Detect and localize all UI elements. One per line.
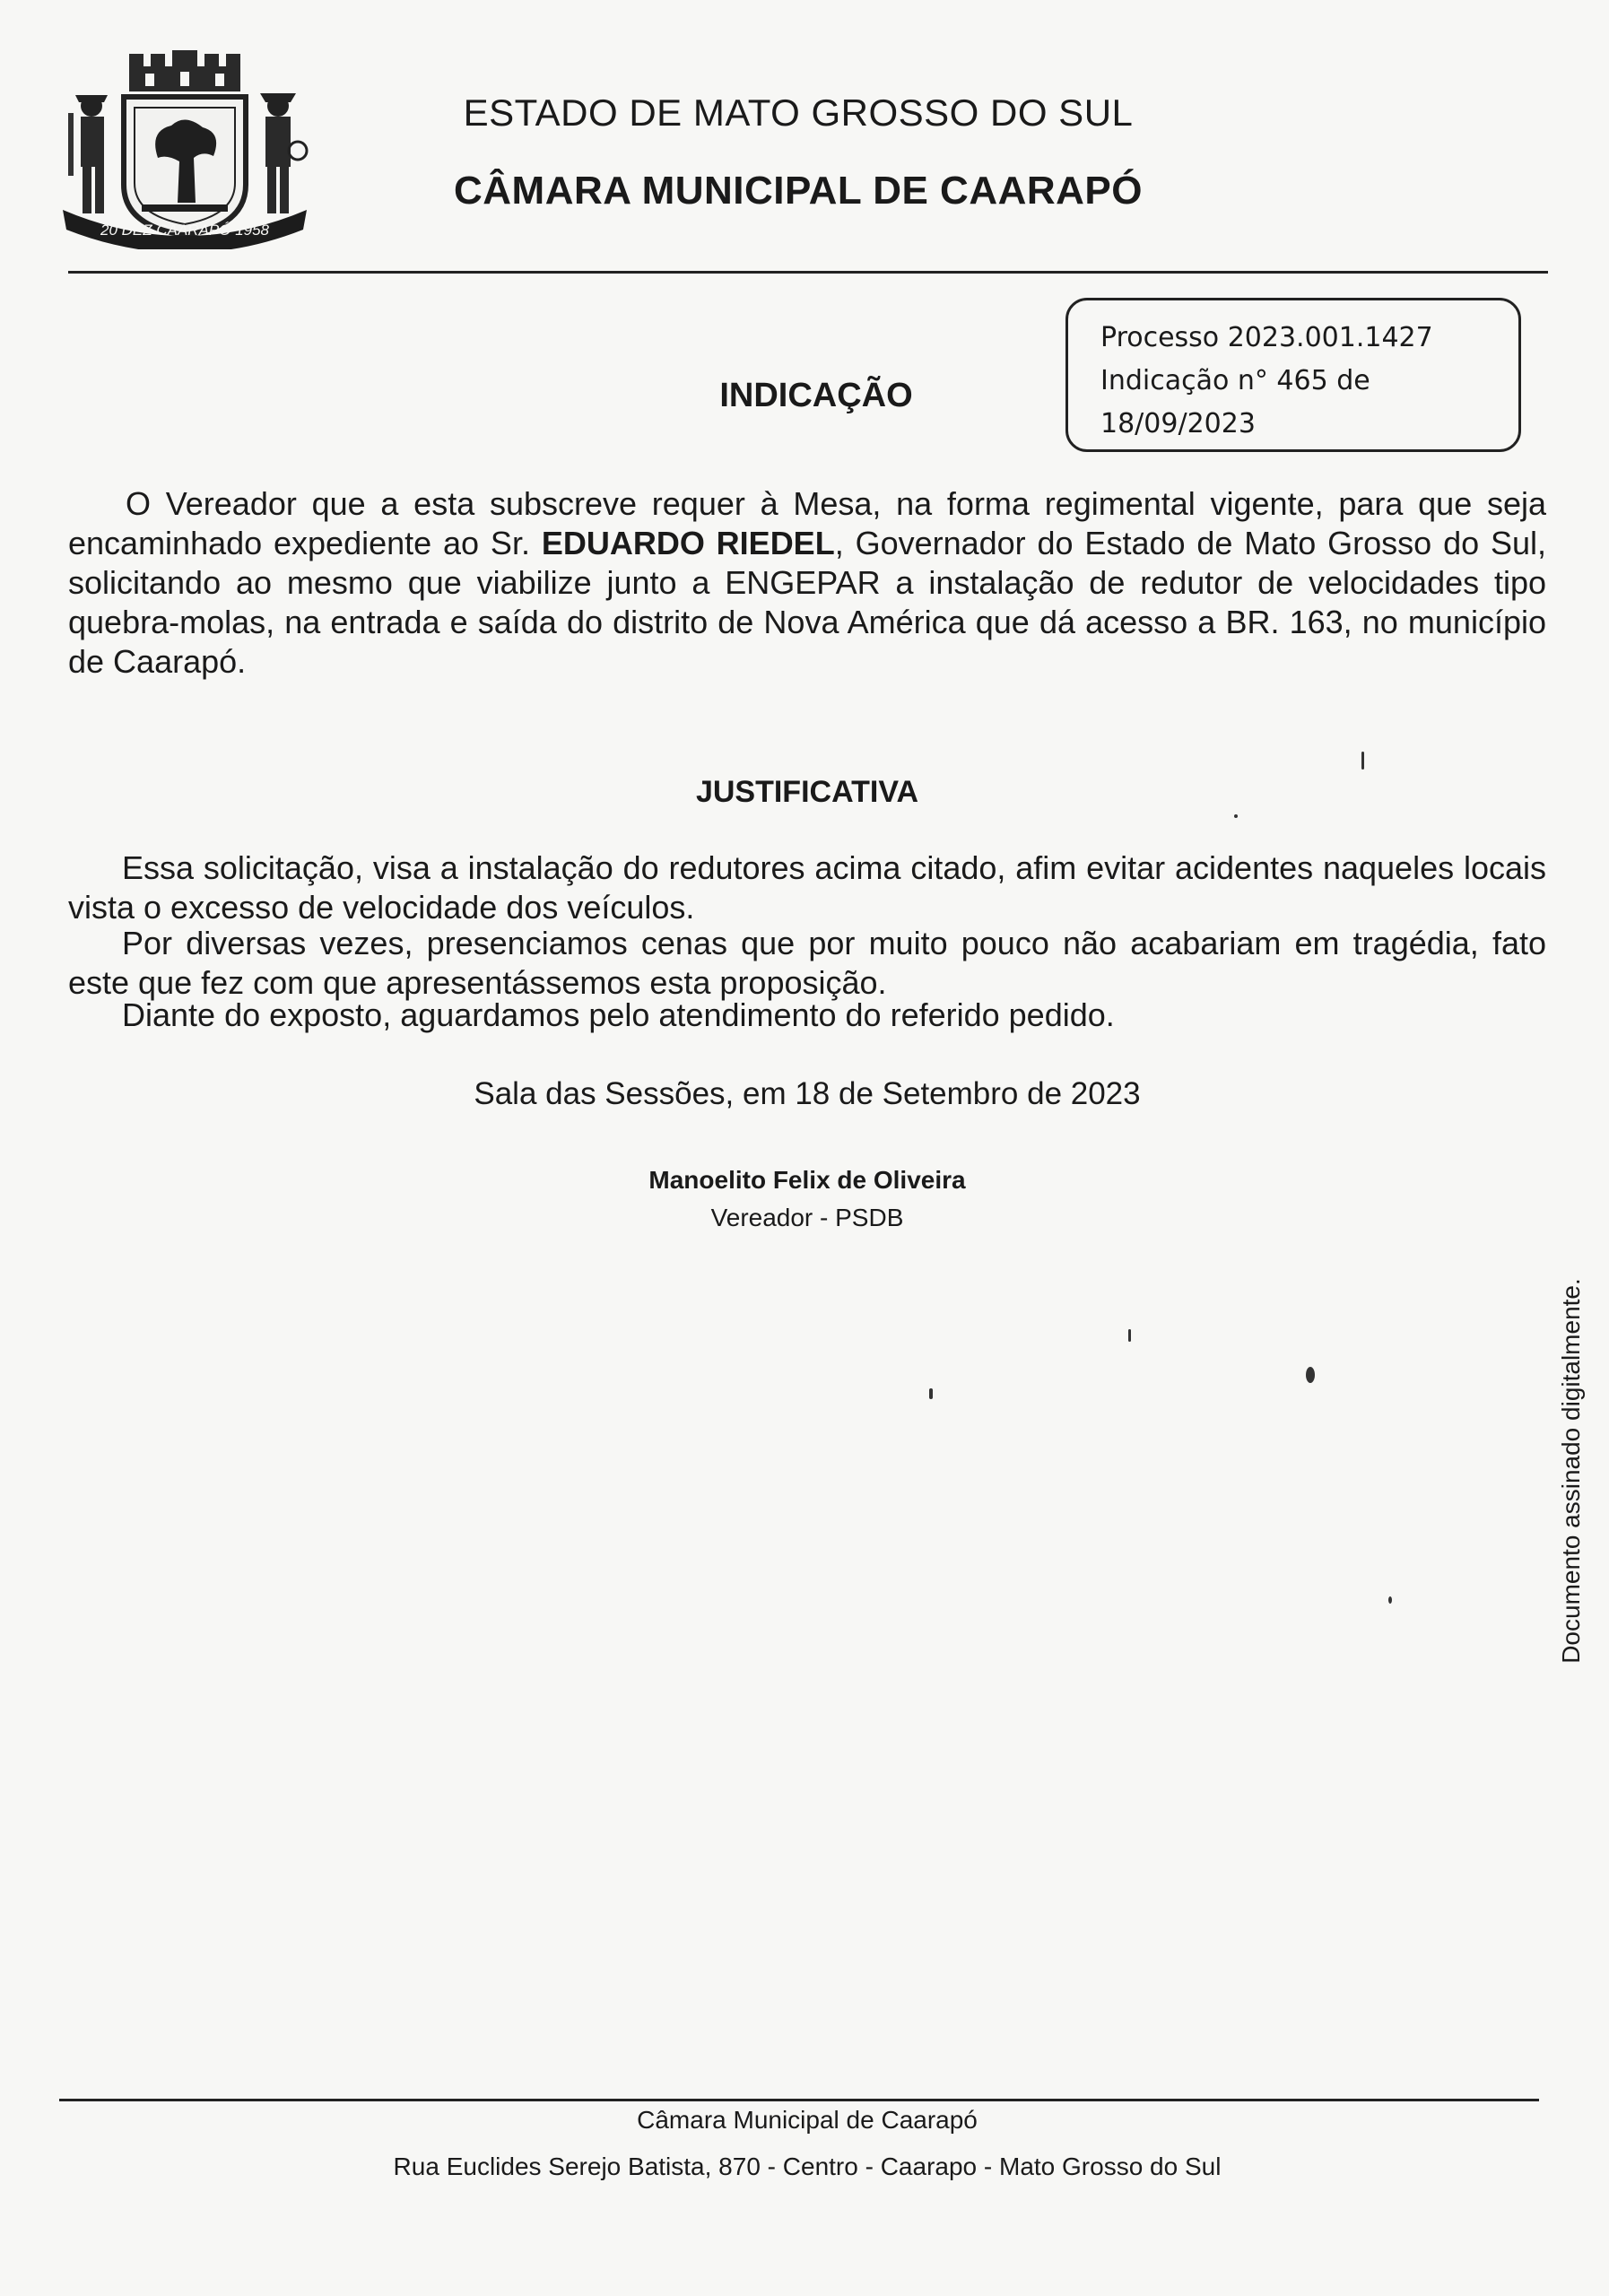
indication-number: Indicação n° 465 de bbox=[1100, 365, 1370, 396]
signer-role: Vereador - PSDB bbox=[710, 1204, 904, 1231]
justification-paragraph-2: Por diversas vezes, presenciamos cenas que por muito pouco não acabariam em tragédia, fato este que fez com que apresentássemos esta proposição. bbox=[68, 925, 1546, 1001]
session-date-line: Sala das Sessões, em 18 de Setembro de 2023 bbox=[474, 1076, 1141, 1111]
scan-speck bbox=[1128, 1329, 1131, 1342]
footer-divider bbox=[59, 2099, 1539, 2101]
footer-institution-name: Câmara Municipal de Caarapó bbox=[637, 2106, 978, 2134]
intro-text-before: O Vereador que a esta subscreve requer à Mesa, na forma regimental vigente, para que seja encaminhado expediente ao Sr. bbox=[68, 485, 1546, 561]
council-heading: CÂMARA MUNICIPAL DE CAARAPÓ bbox=[453, 169, 1143, 213]
footer-address: Rua Euclides Serejo Batista, 870 - Centro - Caarapo - Mato Grosso do Sul bbox=[393, 2152, 1222, 2180]
scan-speck bbox=[1361, 752, 1364, 770]
intro-paragraph bbox=[68, 484, 1546, 682]
process-number: Processo 2023.001.1427 bbox=[1100, 322, 1433, 353]
scan-speck bbox=[1306, 1367, 1315, 1383]
municipal-crest-logo bbox=[59, 50, 310, 249]
digital-signature-text: Documento assinado digitalmente. bbox=[1557, 1278, 1585, 1664]
document-title: INDICAÇÃO bbox=[719, 377, 913, 414]
scan-speck bbox=[929, 1388, 933, 1399]
justification-heading: JUSTIFICATIVA bbox=[695, 775, 919, 809]
process-stamp-box bbox=[1065, 298, 1521, 452]
intro-text-after: , Governador do Estado de Mato Grosso do Sul, solicitando ao mesmo que viabilize junto a ENGEPAR a instalação de redutor de velocidades tipo quebra-molas, na entrada e saída do distrito de Nova América que dá acesso a BR. 163, no município de Caarapó. bbox=[68, 525, 1547, 680]
indication-date: 18/09/2023 bbox=[1100, 408, 1256, 439]
crest-ribbon-text: 20 DEZ CAARAPÓ 1958 bbox=[100, 222, 270, 239]
scan-speck bbox=[1388, 1596, 1392, 1604]
signer-name: Manoelito Felix de Oliveira bbox=[648, 1166, 966, 1194]
justification-paragraph-1: Essa solicitação, visa a instalação do redutores acima citado, afim evitar acidentes naqueles locais vista o excesso de velocidade dos veículos. bbox=[68, 849, 1546, 926]
scan-speck bbox=[1234, 814, 1238, 818]
justification-paragraph-3: Diante do exposto, aguardamos pelo atendimento do referido pedido. bbox=[122, 996, 1115, 1033]
governor-name: EDUARDO RIEDEL bbox=[541, 525, 835, 561]
header-divider bbox=[68, 271, 1548, 274]
state-heading: ESTADO DE MATO GROSSO DO SUL bbox=[463, 91, 1134, 134]
